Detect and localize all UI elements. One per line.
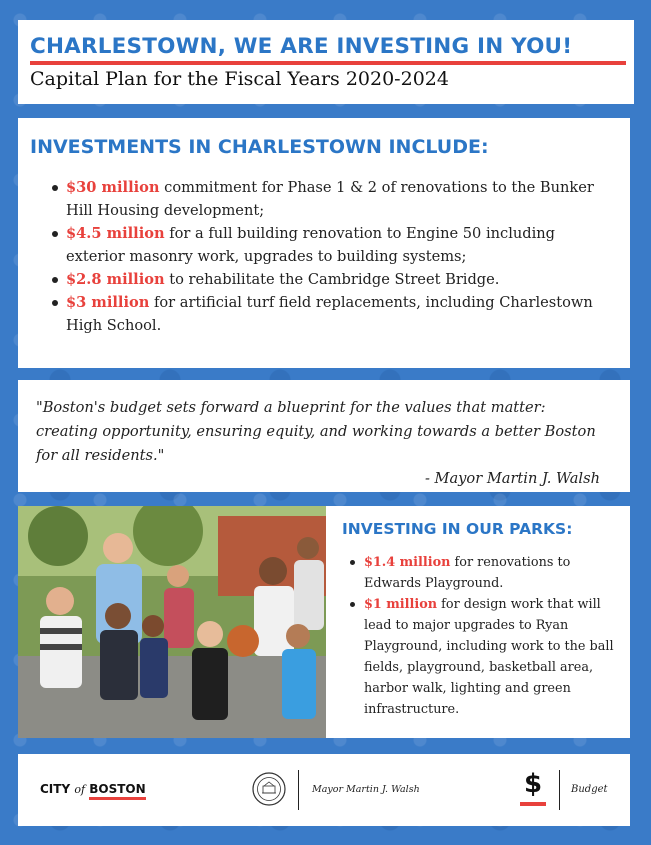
- investment-amount: $3 million: [66, 294, 150, 311]
- investment-text: for a full building renovation to Engine 50 including exterior masonry work, upgrades to building systems;: [66, 225, 556, 265]
- investments-list: [30, 176, 618, 337]
- investment-amount: $2.8 million: [66, 271, 165, 288]
- city-logo-name: BOSTON: [89, 782, 145, 800]
- dollar-underline: [520, 802, 546, 806]
- footer-budget-label: Budget: [571, 784, 608, 795]
- list-item: [52, 222, 618, 268]
- investments-panel: [18, 118, 630, 368]
- park-amount: $1.4 million: [364, 555, 451, 570]
- investments-heading: INVESTMENTS IN CHARLESTOWN INCLUDE:: [30, 136, 489, 158]
- footer-divider: [559, 770, 560, 810]
- quote-panel: [18, 380, 630, 492]
- city-logo-prefix: CITY: [40, 782, 71, 796]
- footer-divider: [298, 770, 299, 810]
- dollar-symbol: $: [523, 769, 543, 799]
- playground-photo: [18, 506, 326, 738]
- list-item: [350, 594, 630, 720]
- quote-text: "Boston's budget sets forward a blueprint for the values that matter: creating opportunity, ensuring equity, and working towards a better Boston for all residents.": [36, 399, 596, 464]
- parks-panel: [18, 506, 630, 738]
- list-item: [350, 552, 630, 594]
- park-amount: $1 million: [364, 597, 438, 612]
- page-subtitle: Capital Plan for the Fiscal Years 2020-2024: [30, 68, 449, 90]
- city-logo-of: of: [74, 783, 86, 796]
- parks-content: [342, 506, 630, 720]
- title-underline: [30, 61, 626, 65]
- investment-text: for artificial turf field replacements, including Charlestown High School.: [66, 294, 593, 334]
- footer-panel: [18, 754, 630, 826]
- list-item: [52, 291, 618, 337]
- budget-dollar-icon: [518, 768, 548, 812]
- page-title: CHARLESTOWN, WE ARE INVESTING IN YOU!: [30, 34, 573, 59]
- header-panel: [18, 20, 634, 104]
- investment-amount: $30 million: [66, 179, 160, 196]
- investment-text: to rehabilitate the Cambridge Street Bridge.: [164, 271, 500, 288]
- list-item: [52, 176, 618, 222]
- list-item: [52, 268, 618, 291]
- park-text: for design work that will lead to major upgrades to Ryan Playground, including work to the ball fields, playground, basketball area, harbor walk, lighting and green infrastructure.: [364, 597, 614, 717]
- footer-mayor-name: Mayor Martin J. Walsh: [312, 784, 420, 795]
- park-text: for renovations to Edwards Playground.: [364, 555, 571, 591]
- investment-amount: $4.5 million: [66, 225, 165, 242]
- parks-heading: INVESTING IN OUR PARKS:: [342, 520, 573, 538]
- parks-list: [342, 552, 630, 720]
- investment-text: commitment for Phase 1 & 2 of renovations to the Bunker Hill Housing development;: [66, 179, 594, 219]
- city-seal-icon: [252, 772, 286, 806]
- city-of-boston-logo: [40, 782, 146, 796]
- playground-photo-illustration: [18, 506, 326, 738]
- quote-attribution: - Mayor Martin J. Walsh: [424, 470, 600, 487]
